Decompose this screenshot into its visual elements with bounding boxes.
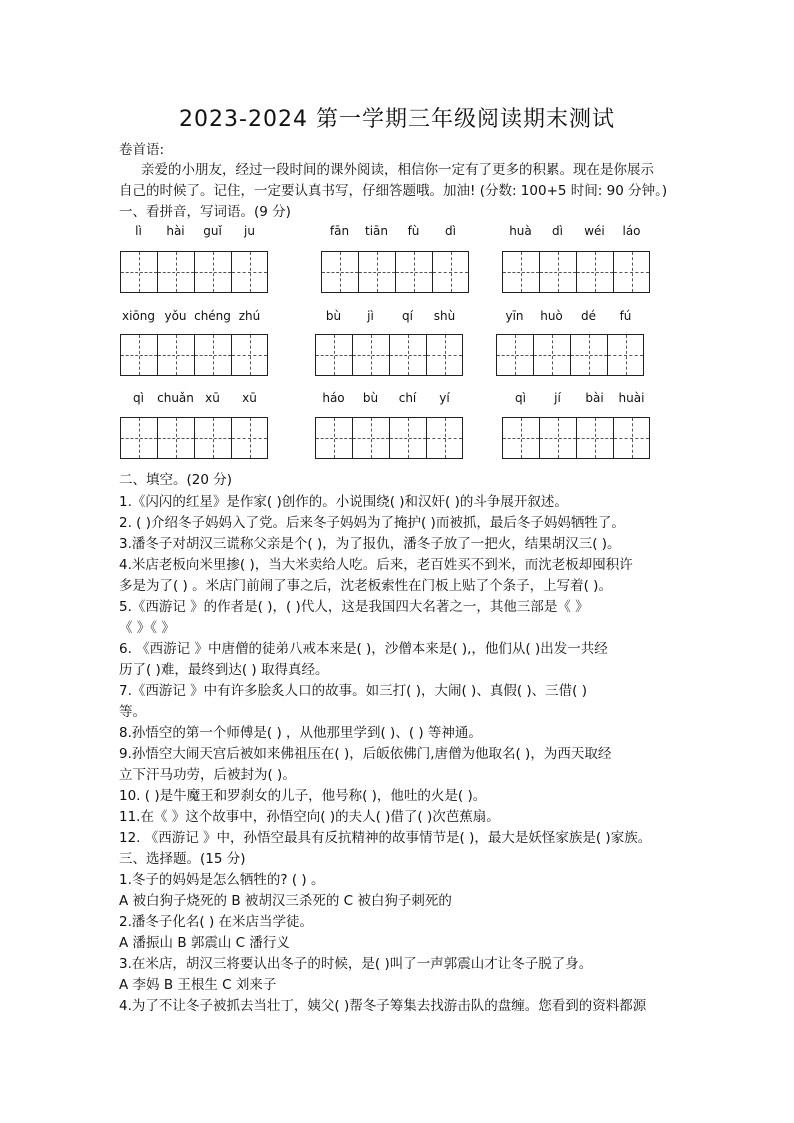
writing-cell[interactable] bbox=[194, 251, 231, 293]
preface-line-1: 亲爱的小朋友，经过一段时间的课外阅读，相信你一定有了更多的积累。现在是你展示 bbox=[141, 162, 654, 178]
pinyin-label: shù bbox=[433, 309, 456, 323]
fill-question-11: 11.在《 》这个故事中，孙悟空向( )的夫人( )借了( )次芭蕉扇。 bbox=[119, 809, 500, 825]
pinyin-label: ju bbox=[244, 224, 255, 238]
writing-cell[interactable] bbox=[576, 417, 613, 459]
writing-cell[interactable] bbox=[539, 417, 576, 459]
writing-cell[interactable] bbox=[321, 251, 358, 293]
choice-question-3: 3.在米店，胡汉三将要认出冬子的时候，是( )叫了一声郭震山才让冬子脱了身。 bbox=[119, 956, 593, 972]
pinyin-label: fú bbox=[619, 309, 632, 323]
pinyin-label: chuǎn bbox=[157, 391, 194, 405]
fill-question-10: 10. ( )是牛魔王和罗刹女的儿子，他号称( )，他吐的火是( )。 bbox=[119, 788, 487, 804]
pinyin-label: huò bbox=[540, 309, 563, 323]
writing-cell[interactable] bbox=[352, 334, 389, 376]
page-title: 2023-2024 第一学期三年级阅读期末测试 bbox=[179, 107, 615, 132]
choice-question-2-options: A 潘振山 B 郭震山 C 潘行义 bbox=[119, 935, 290, 951]
fill-question-4-line-2: 多是为了( ) 。米店门前闹了事之后，沈老板索性在门板上贴了个条子，上写着( )。 bbox=[119, 578, 612, 594]
pinyin-label: hài bbox=[166, 224, 185, 238]
pinyin-label: xū bbox=[205, 391, 220, 405]
section-1-heading: 一、看拼音，写词语。(9 分) bbox=[119, 204, 291, 220]
pinyin-label: huà bbox=[509, 224, 532, 238]
writing-cell[interactable] bbox=[613, 251, 650, 293]
pinyin-label: dì bbox=[552, 224, 563, 238]
choice-question-3-options: A 李妈 B 王根生 C 刘来子 bbox=[119, 977, 277, 993]
fill-question-1: 1.《闪闪的红星》是作家( )创作的。小说围绕( )和汉奸( )的斗争展开叙述。 bbox=[119, 494, 568, 510]
pinyin-label: bù bbox=[325, 309, 342, 323]
writing-cell[interactable] bbox=[502, 251, 539, 293]
writing-cell[interactable] bbox=[231, 251, 268, 293]
fill-question-12: 12. 《西游记 》中，孙悟空最具有反抗精神的故事情节是( )，最大是妖怪家族是( )家族。 bbox=[119, 830, 652, 846]
writing-cell[interactable] bbox=[607, 334, 644, 376]
pinyin-label: háo bbox=[322, 391, 345, 405]
fill-question-7-line-1: 7.《西游记 》中有许多脍炙人口的故事。如三打( )，大闹( )、真假( )、三借( ) bbox=[119, 683, 587, 699]
writing-cell[interactable] bbox=[426, 417, 463, 459]
pinyin-label: fù bbox=[407, 224, 420, 238]
fill-question-4-line-1: 4.米店老板向米里掺( )，当大米卖给人吃。后来，老百姓买不到米，而沈老板却囤积许 bbox=[119, 557, 633, 573]
pinyin-label: yǒu bbox=[164, 309, 187, 323]
pinyin-label: chí bbox=[398, 391, 417, 405]
writing-cell[interactable] bbox=[389, 417, 426, 459]
writing-cell[interactable] bbox=[231, 334, 268, 376]
pinyin-label: chéng bbox=[194, 309, 231, 323]
writing-cell[interactable] bbox=[120, 251, 157, 293]
writing-cell[interactable] bbox=[157, 251, 194, 293]
writing-cell[interactable] bbox=[120, 334, 157, 376]
pinyin-label: bài bbox=[585, 391, 604, 405]
preface-label: 卷首语: bbox=[119, 142, 165, 158]
writing-cell[interactable] bbox=[231, 417, 268, 459]
writing-cell[interactable] bbox=[120, 417, 157, 459]
fill-question-2: 2. ( )介绍冬子妈妈入了党。后来冬子妈妈为了掩护( )而被抓，最后冬子妈妈牺牲了。 bbox=[119, 515, 625, 531]
pinyin-label: yīn bbox=[505, 309, 524, 323]
pinyin-label: guǐ bbox=[203, 224, 222, 238]
writing-cell[interactable] bbox=[613, 417, 650, 459]
writing-cell[interactable] bbox=[502, 417, 539, 459]
pinyin-label: dé bbox=[581, 309, 596, 323]
writing-grid[interactable] bbox=[321, 251, 469, 293]
pinyin-label: qì bbox=[133, 391, 144, 405]
pinyin-label: lì bbox=[135, 224, 142, 238]
writing-cell[interactable] bbox=[432, 251, 469, 293]
pinyin-label: qì bbox=[515, 391, 526, 405]
writing-cell[interactable] bbox=[389, 334, 426, 376]
choice-question-2: 2.潘冬子化名( ) 在米店当学徒。 bbox=[119, 914, 313, 930]
writing-cell[interactable] bbox=[315, 417, 352, 459]
writing-grid[interactable] bbox=[502, 417, 650, 459]
pinyin-label: xū bbox=[242, 391, 257, 405]
pinyin-label: jì bbox=[367, 309, 374, 323]
fill-question-6-line-2: 历了( )难，最终到达( ) 取得真经。 bbox=[119, 662, 329, 678]
pinyin-label: xiōng bbox=[122, 309, 155, 323]
writing-cell[interactable] bbox=[157, 334, 194, 376]
fill-question-7-line-2: 等。 bbox=[119, 704, 146, 720]
writing-grid[interactable] bbox=[315, 334, 463, 376]
pinyin-label: zhú bbox=[238, 309, 261, 323]
choice-question-4: 4.为了不让冬子被抓去当壮丁，姨父( )帮冬子筹集去找游击队的盘缠。您看到的资料都源 bbox=[119, 998, 647, 1014]
writing-cell[interactable] bbox=[576, 251, 613, 293]
writing-grid[interactable] bbox=[315, 417, 463, 459]
writing-cell[interactable] bbox=[426, 334, 463, 376]
writing-grid[interactable] bbox=[120, 251, 268, 293]
fill-question-8: 8.孙悟空的第一个师傅是( ) ，从他那里学到( )、( ) 等神通。 bbox=[119, 725, 482, 741]
fill-question-9-line-2: 立下汗马功劳，后被封为( )。 bbox=[119, 767, 296, 783]
writing-cell[interactable] bbox=[194, 334, 231, 376]
writing-grid[interactable] bbox=[496, 334, 644, 376]
fill-question-9-line-1: 9.孙悟空大闹天宫后被如来佛祖压在( )，后皈依佛门,唐僧为他取名( )，为西天取经 bbox=[119, 746, 612, 762]
fill-question-3: 3.潘冬子对胡汉三谎称父亲是个( )，为了报仇，潘冬子放了一把火，结果胡汉三( )。 bbox=[119, 536, 621, 552]
writing-grid[interactable] bbox=[120, 334, 268, 376]
section-3-heading: 三、选择题。(15 分) bbox=[119, 851, 246, 867]
writing-cell[interactable] bbox=[194, 417, 231, 459]
fill-question-6-line-1: 6. 《西游记 》中唐僧的徒弟八戒本来是( )，沙僧本来是( ),，他们从( )出发一共经 bbox=[119, 641, 608, 657]
pinyin-label: wéi bbox=[584, 224, 605, 238]
writing-grid[interactable] bbox=[502, 251, 650, 293]
pinyin-label: bù bbox=[362, 391, 379, 405]
writing-cell[interactable] bbox=[395, 251, 432, 293]
writing-cell[interactable] bbox=[358, 251, 395, 293]
writing-cell[interactable] bbox=[496, 334, 533, 376]
writing-cell[interactable] bbox=[352, 417, 389, 459]
preface-line-2: 自己的时候了。记住，一定要认真书写，仔细答题哦。加油! (分数: 100+5 时间: 90 分钟。) bbox=[119, 183, 668, 199]
pinyin-label: fān bbox=[329, 224, 350, 238]
writing-cell[interactable] bbox=[157, 417, 194, 459]
writing-cell[interactable] bbox=[539, 251, 576, 293]
pinyin-label: dì bbox=[445, 224, 456, 238]
writing-cell[interactable] bbox=[315, 334, 352, 376]
section-2-heading: 二、填空。(20 分) bbox=[119, 472, 233, 488]
pinyin-label: láo bbox=[622, 224, 641, 238]
fill-question-5-line-2: 《 》《 》 bbox=[119, 620, 175, 636]
choice-question-1: 1.冬子的妈妈是怎么牺牲的? ( ) 。 bbox=[119, 872, 325, 888]
pinyin-label: jí bbox=[554, 391, 561, 405]
pinyin-label: qí bbox=[402, 309, 413, 323]
writing-cell[interactable] bbox=[533, 334, 570, 376]
pinyin-label: yí bbox=[439, 391, 450, 405]
pinyin-label: huài bbox=[618, 391, 645, 405]
writing-cell[interactable] bbox=[570, 334, 607, 376]
fill-question-5-line-1: 5.《西游记 》的作者是( )，( )代人，这是我国四大名著之一，其他三部是《 》 bbox=[119, 599, 589, 615]
writing-grid[interactable] bbox=[120, 417, 268, 459]
choice-question-1-options: A 被白狗子烧死的 B 被胡汉三杀死的 C 被白狗子刺死的 bbox=[119, 893, 452, 909]
pinyin-label: tiān bbox=[365, 224, 388, 238]
